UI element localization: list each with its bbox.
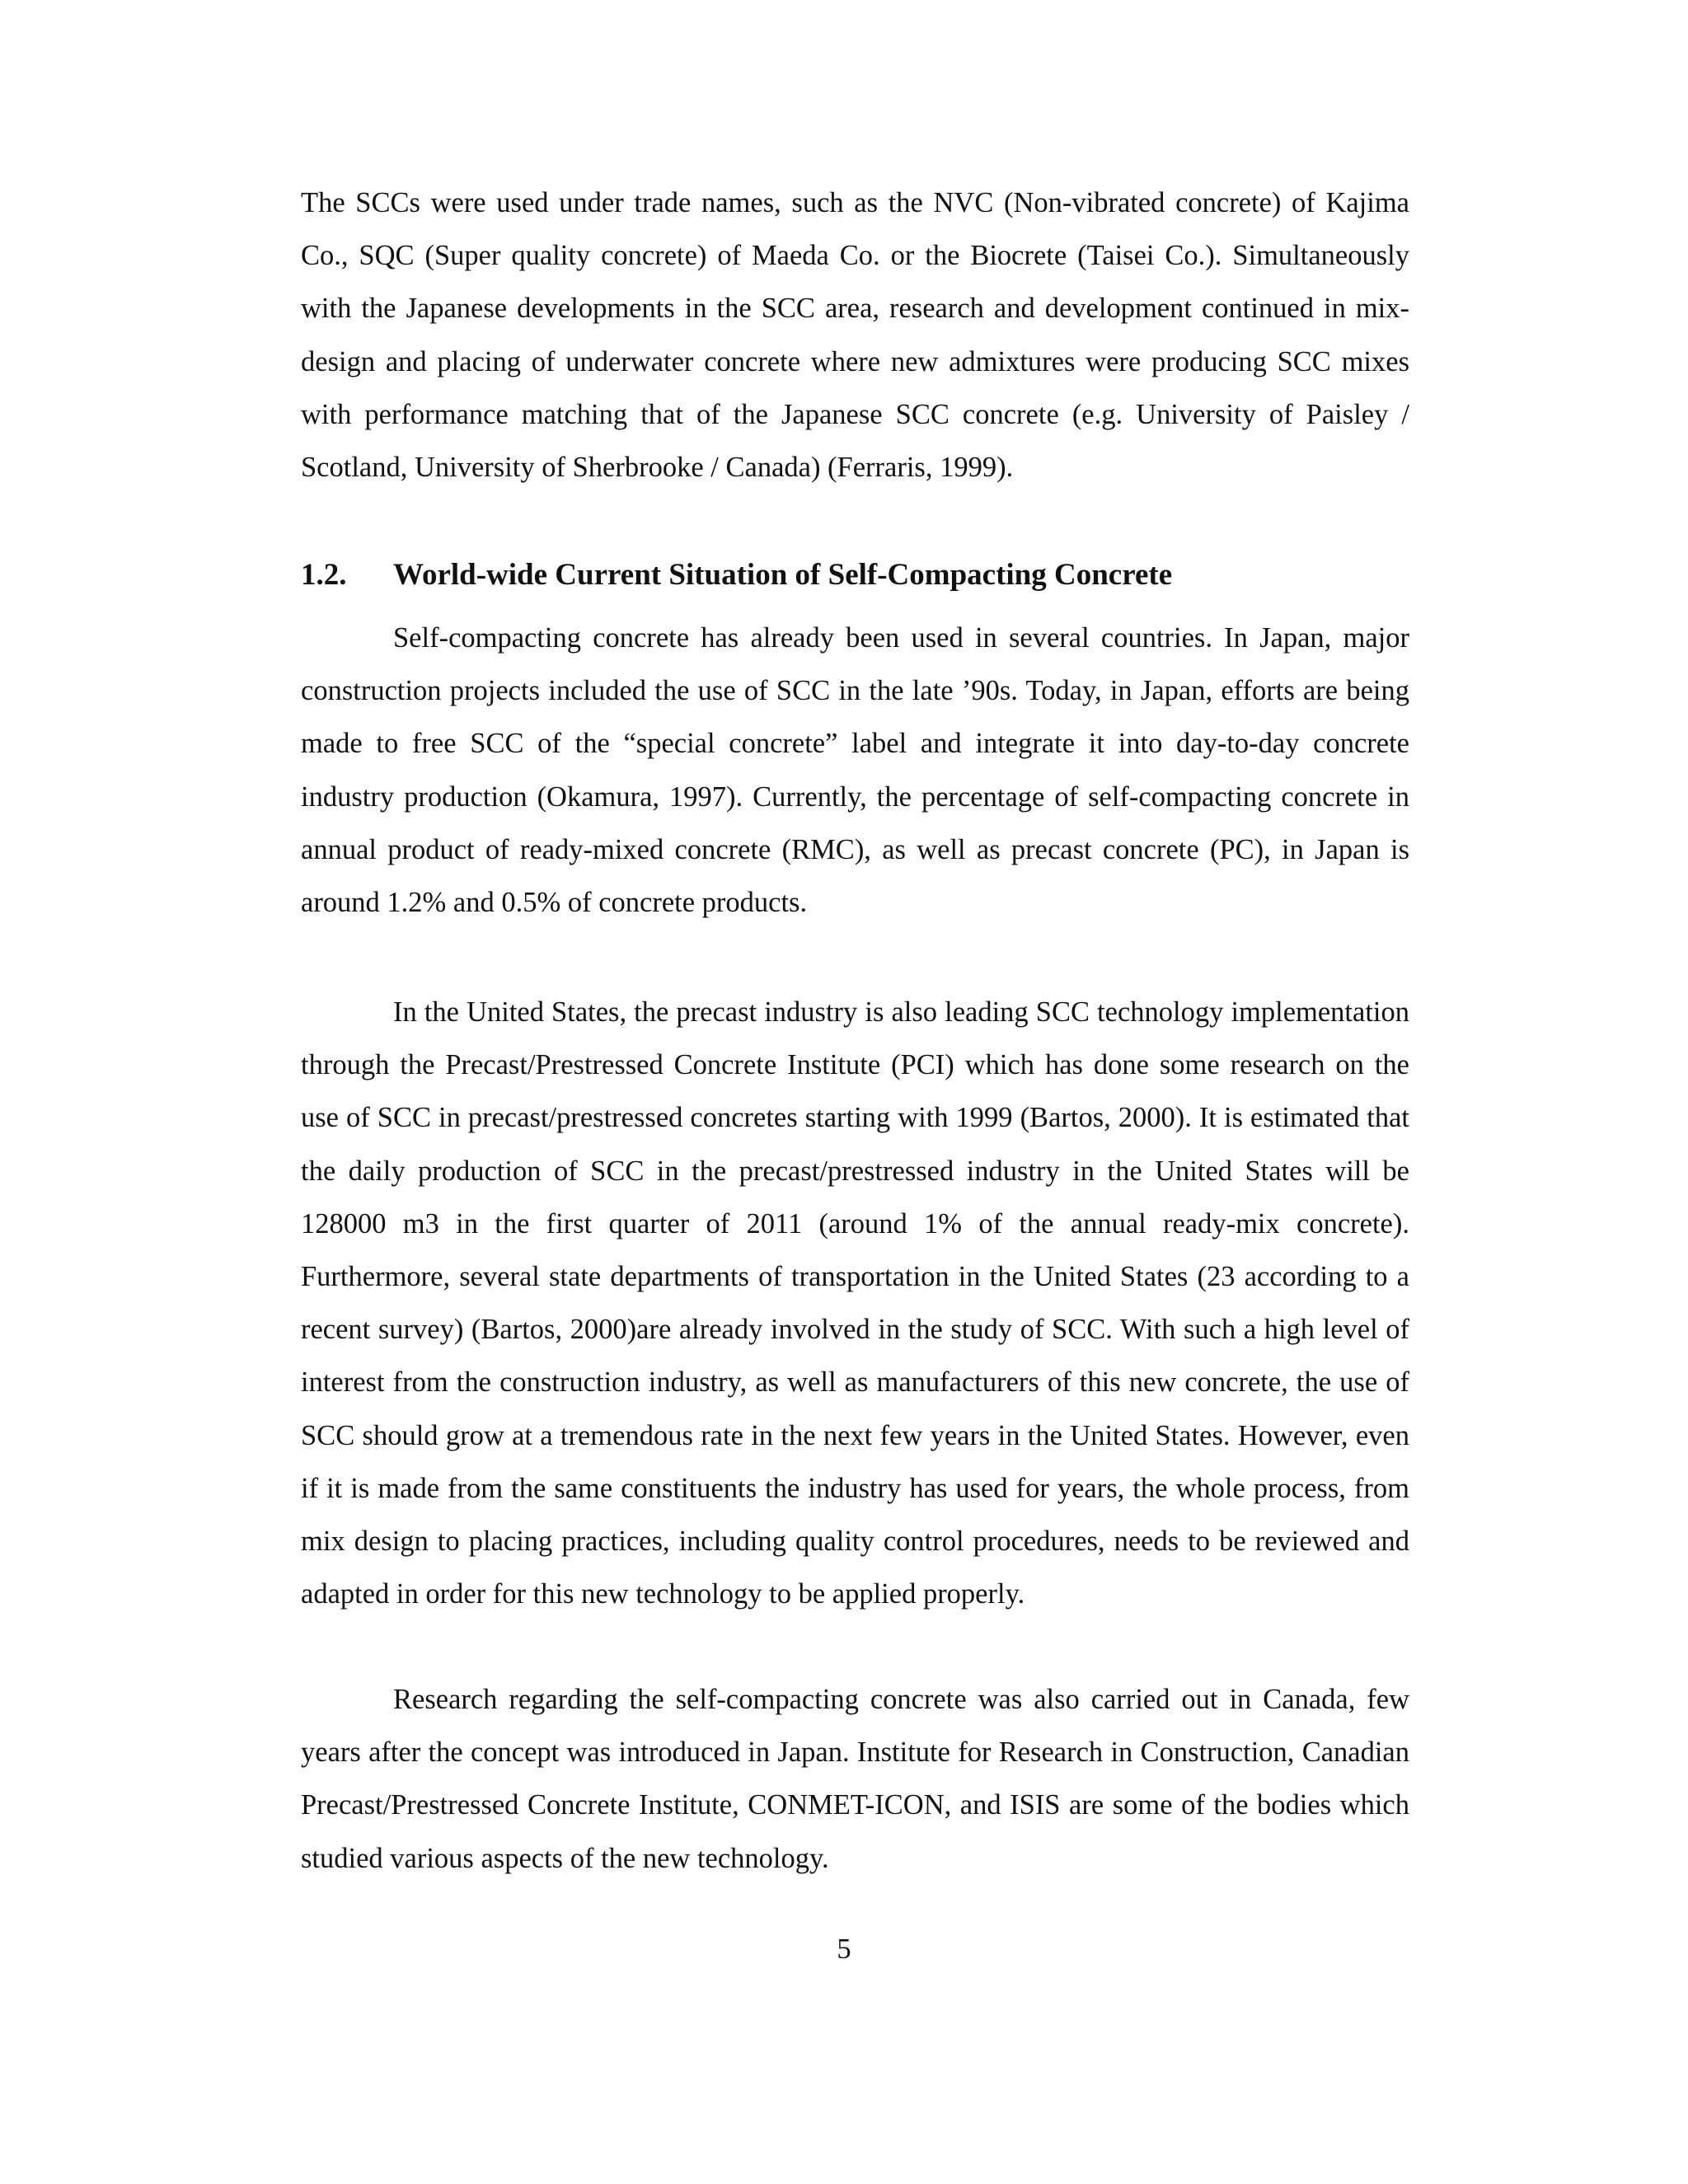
section-heading (301, 549, 1409, 602)
page-number: 5 (837, 1933, 851, 1965)
section-number: 1.2. (301, 558, 347, 592)
paragraph-united-states-situation: In the United States, the precast industry is also leading SCC technology implementation through the Precast/Prestressed Concrete Institute (PCI) which has done some research on the use of SCC in precast/prestressed concretes starting with 1999 (Bartos, 2000). It is estimated that the daily production of SCC in the precast/prestressed industry in the United States will be 128000 m3 in the first quarter of 2011 (around 1% of the annual ready-mix concrete). Furthermore, several state departments of transportation in the United States (23 according to a recent survey) (Bartos, 2000)are already involved in the study of SCC. With such a high level of interest from the construction industry, as well as manufacturers of this new concrete, the use of SCC should grow at a tremendous rate in the next few years in the United States. However, even if it is made from the same constituents the industry has used for years, the whole process, from mix design to placing practices, including quality control procedures, needs to be reviewed and adapted in order for this new technology to be applied properly. (301, 996, 1409, 1610)
section-title: World-wide Current Situation of Self-Compacting Concrete (393, 558, 1173, 592)
paragraph-japan-situation: Self-compacting concrete has already been used in several countries. In Japan, major construction projects included the use of SCC in the late ’90s. Today, in Japan, efforts are being made to free SCC of the “special concrete” label and integrate it into day-to-day concrete industry production (Okamura, 1997). Currently, the percentage of self-compacting concrete in annual product of ready-mixed concrete (RMC), as well as precast concrete (PC), in Japan is around 1.2% and 0.5% of concrete products. (301, 622, 1409, 919)
paragraph-trade-names: The SCCs were used under trade names, such as the NVC (Non-vibrated concrete) of Kajima Co., SQC (Super quality concrete) of Maeda Co. or the Biocrete (Taisei Co.). Simultaneously with the Japanese developments in the SCC area, research and development continued in mix-design and placing of underwater concrete where new admixtures were producing SCC mixes with performance matching that of the Japanese SCC concrete (e.g. University of Paisley / Scotland, University of Sherbrooke / Canada) (Ferraris, 1999). (301, 187, 1409, 484)
paragraph-canada-research: Research regarding the self-compacting concrete was also carried out in Canada, few years after the concept was introduced in Japan. Institute for Research in Construction, Canadian Precast/Prestressed Concrete Institute, CONMET-ICON, and ISIS are some of the bodies which studied various aspects of the new technology. (301, 1684, 1409, 1874)
